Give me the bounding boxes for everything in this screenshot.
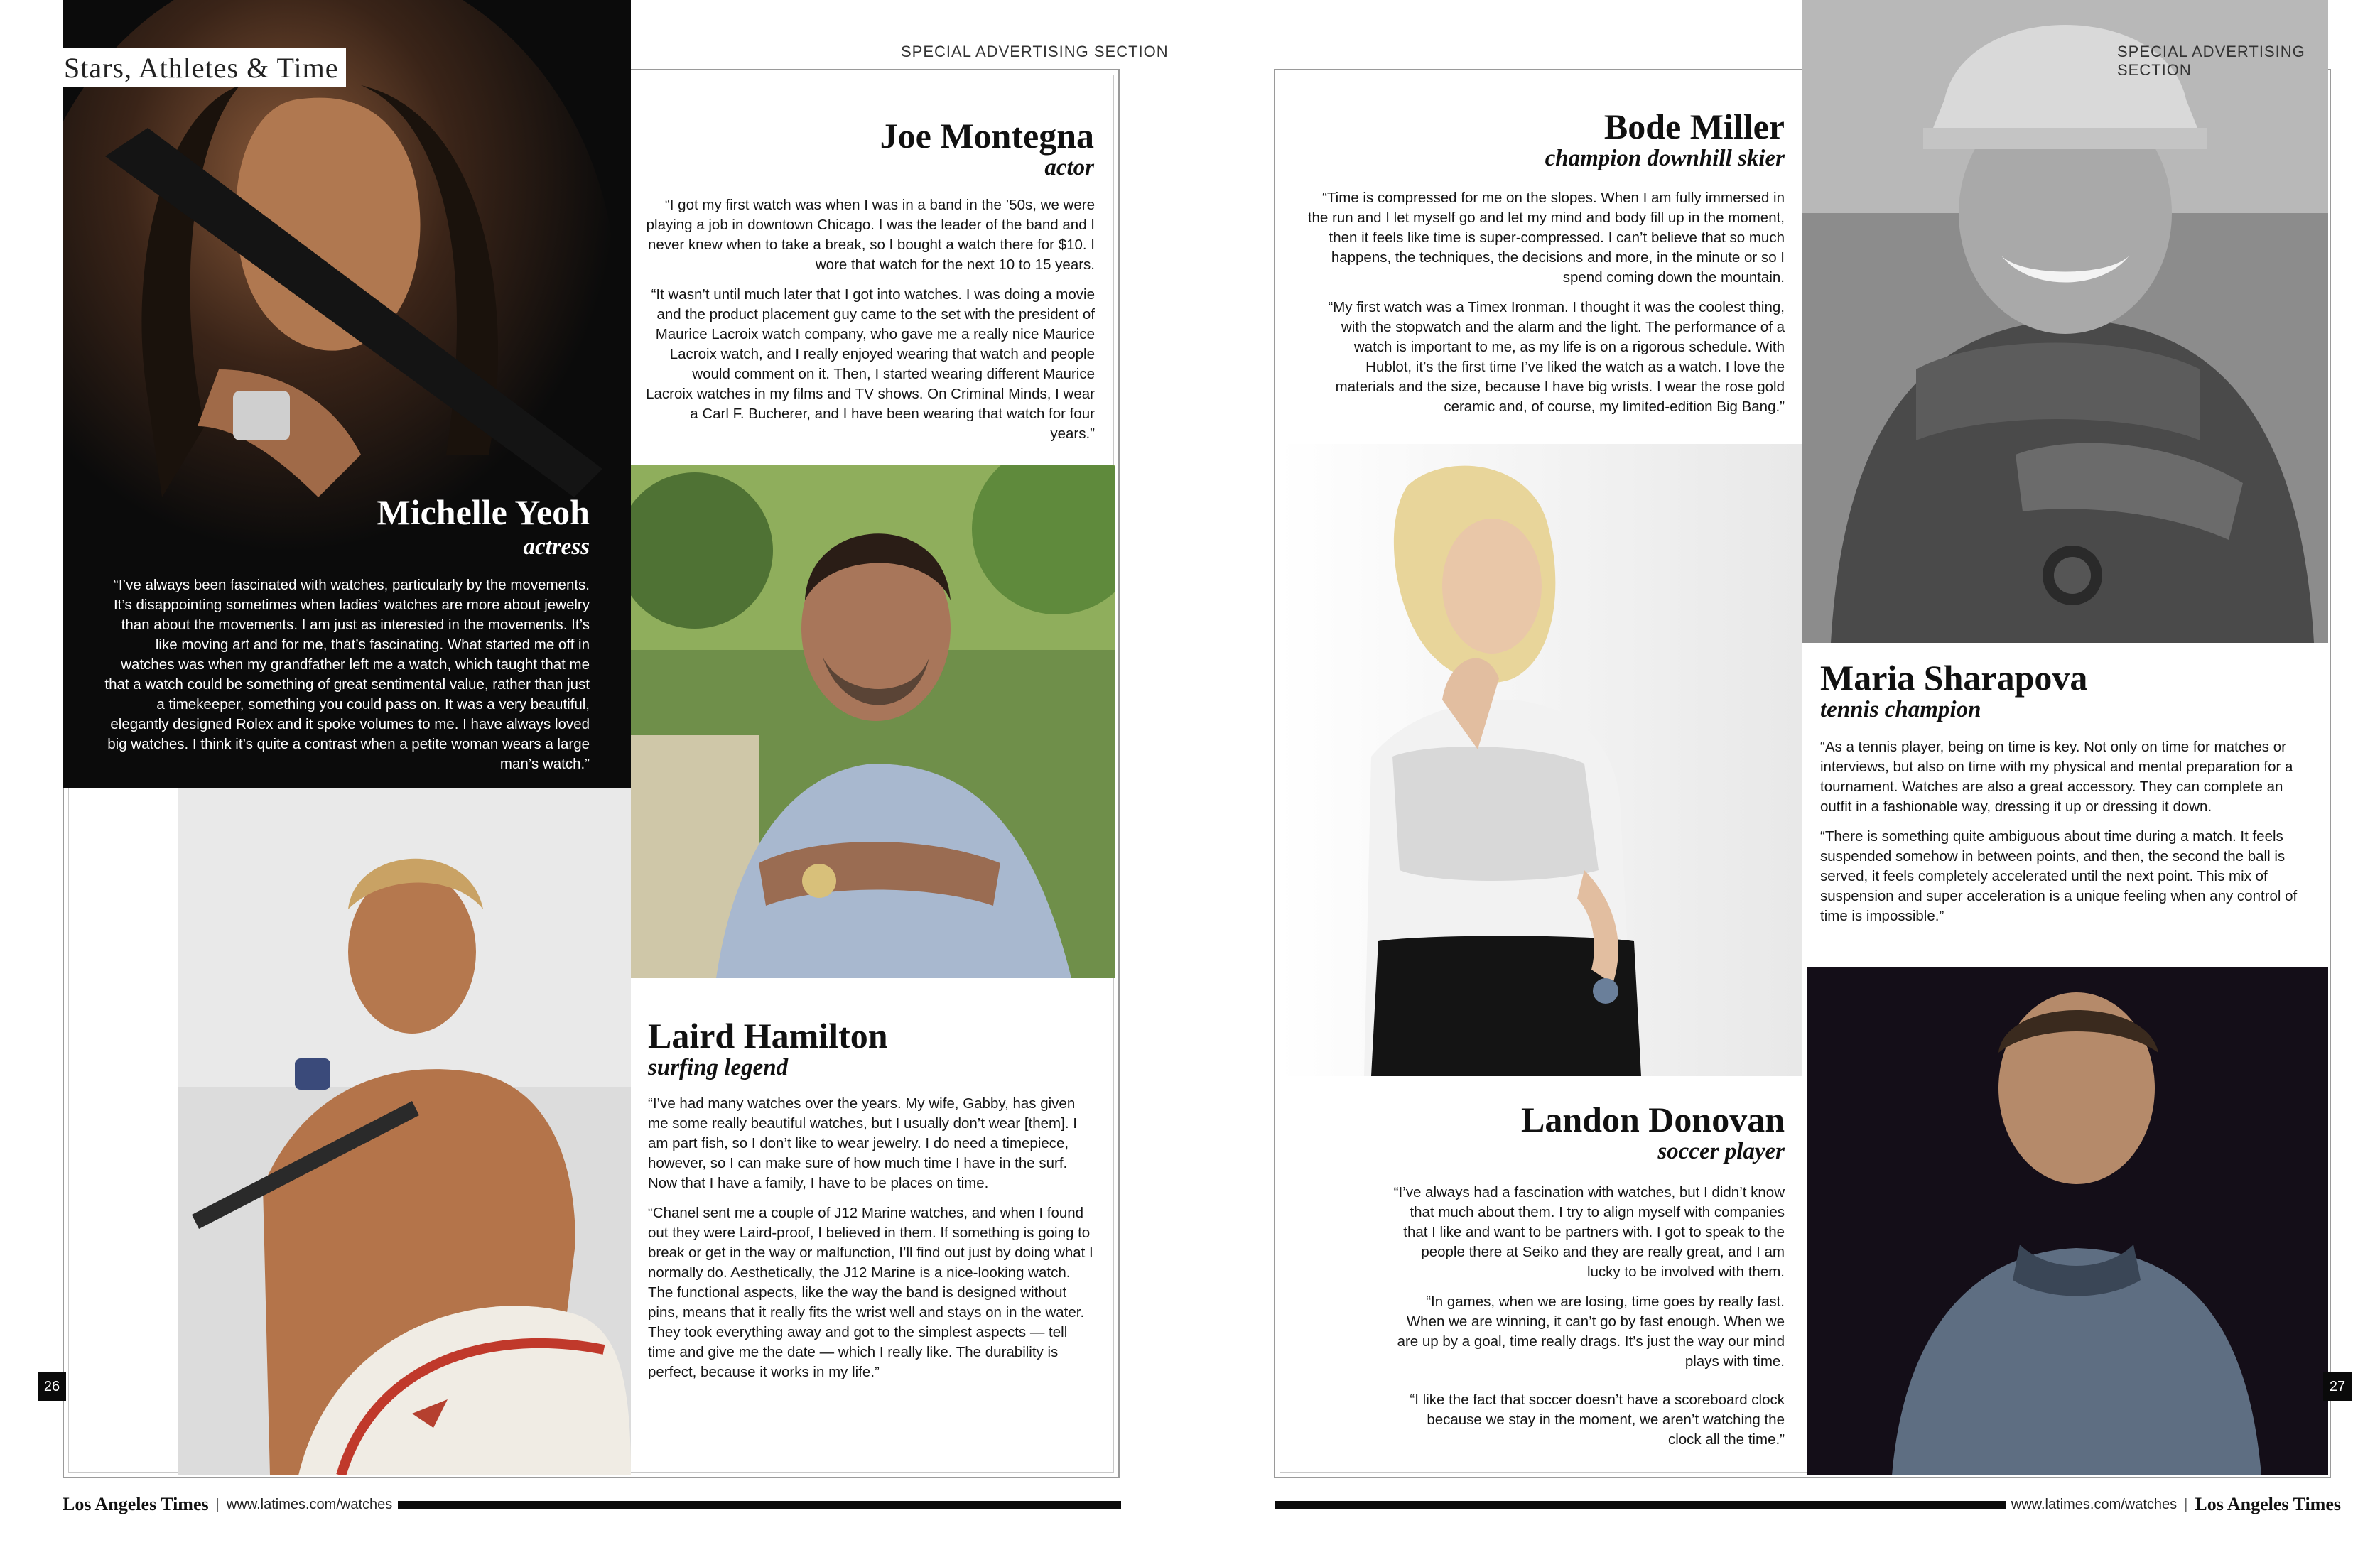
landon-donovan-role: soccer player: [1657, 1138, 1785, 1164]
bode-miller-quote-p1: “Time is compressed for me on the slopes. When I am fully immersed in the run and I let myself go and let my mind and body fill up in the moment, then it feels like time is super-compressed. I can’t believe that so much happens, the techniques, the decisions and more, in the minute or so I spend coming down the mountain.: [1307, 190, 1785, 286]
laird-hamilton-name-block: [648, 1017, 1103, 1081]
maria-sharapova-quote-p2: “There is something quite ambiguous about time during a match. It feels suspended somehow in between points, and then, the second the ball is served, it feels completely accelerated until the next point. This mix of suspension and super acceleration is a unique feeling when any control of time is impossible.”: [1820, 828, 2298, 924]
maria-sharapova-role: tennis champion: [1820, 696, 1981, 722]
footer-url-right[interactable]: www.latimes.com/watches: [2011, 1496, 2178, 1512]
michelle-yeoh-name: Michelle Yeoh: [377, 492, 590, 532]
page-number-left: 26: [38, 1372, 66, 1401]
joe-montegna-name-block: [661, 117, 1094, 181]
footer-bar-right: [1275, 1501, 2006, 1509]
michelle-yeoh-role: actress: [523, 533, 590, 560]
laird-hamilton-quote-p2: “Chanel sent me a couple of J12 Marine watches, and when I found out they were Laird-proof, I believed in them. If something is going to break or get in the way or malfunction, I’ll find out just by doing what I normally do. Aesthetically, the J12 Marine is a nice-looking watch. The functional aspects, like the way the band is designed without pins, means that it really fits the wrist well and stays on in the water. They took everything away and got to the simplest aspects — tell time and give me the date — which I really like. The durability is perfect, because it works in my life.”: [648, 1205, 1093, 1380]
footer-right: [1275, 1490, 2341, 1519]
bode-miller-name-block: [1300, 108, 1785, 172]
michelle-yeoh-name-block: [85, 494, 590, 560]
landon-donovan-quote-p3: “I like the fact that soccer doesn’t have a scoreboard clock because we stay in the moment, we aren’t watching the clock all the time.”: [1410, 1392, 1785, 1448]
maria-sharapova-name-block: [1820, 659, 2317, 723]
laird-hamilton-photo: [178, 788, 631, 1475]
landon-donovan-name: Landon Donovan: [1521, 1100, 1785, 1139]
bode-miller-name: Bode Miller: [1603, 107, 1785, 146]
maria-sharapova-quote-p1: “As a tennis player, being on time is key. Not only on time for matches or interviews, but also on time with my physical and mental preparation for a tournament. Watches are also a great accessory. They can complete an outfit in a fashionable way, dressing it up or dressing it down.: [1820, 739, 2293, 815]
advert-label-left: SPECIAL ADVERTISING SECTION: [901, 43, 1169, 60]
laird-hamilton-role: surfing legend: [648, 1054, 789, 1080]
laird-hamilton-quote-p1: “I’ve had many watches over the years. My wife, Gabby, has given me some really beautiful watches, but I usually don’t wear [them]. I am part fish, so I don’t like to wear jewelry. I do need a timepiece, however, so I can make sure of how much time I have in the surf. Now that I have a family, I have to be places on time.: [648, 1095, 1077, 1191]
joe-montegna-photo: [631, 465, 1115, 978]
landon-donovan-quote-p2: “In games, when we are losing, time goes by really fast. When we are winning, it can’t go by fast enough. When we are up by a goal, time really drags. It’s just the way our mind plays with time.: [1397, 1294, 1785, 1370]
page-number-right: 27: [2323, 1372, 2352, 1401]
laird-hamilton-quote: [648, 1094, 1096, 1392]
footer-left: [63, 1490, 1121, 1519]
maria-sharapova-name: Maria Sharapova: [1820, 658, 2088, 698]
joe-montegna-quote: [643, 195, 1095, 454]
bode-miller-quote-p2: “My first watch was a Timex Ironman. I thought it was the coolest thing, with the stopwatch and the alarm and the light. The performance of a watch is important to me, as my life is on a rigorous schedule. With Hublot, it’s the first time I’ve liked the watch as a watch. I love the materials and the size, because I have big wrists. I wear the rose gold ceramic and, of course, my limited-edition Big Bang.”: [1328, 299, 1785, 415]
section-tag-text: Stars, Athletes & Time: [64, 52, 339, 84]
footer-bar-left: [398, 1501, 1121, 1509]
laird-hamilton-name: Laird Hamilton: [648, 1016, 888, 1056]
bode-miller-role: champion downhill skier: [1545, 145, 1785, 171]
advert-label-right: SPECIAL ADVERTISING SECTION: [2117, 43, 2305, 79]
lat-logo-right: Los Angeles Times: [2195, 1494, 2341, 1514]
joe-montegna-quote-p1: “I got my first watch was when I was in a band in the ’50s, we were playing a job in downtown Chicago. I was the leader of the band and I never knew when to take a break, so I bought a watch there for $10. I wore that watch for the next 10 to 15 years.: [646, 197, 1095, 273]
landon-donovan-quote-p1: “I’ve always had a fascination with watches, but I didn’t know that much about them. I try to align myself with companies that I like and want to be partners with. I got to speak to the people there at Seiko and they are really great, and I am lucky to be involved with them.: [1393, 1184, 1785, 1280]
footer-separator-left: |: [215, 1496, 220, 1512]
landon-donovan-quote: [1392, 1183, 1785, 1460]
footer-url-left[interactable]: www.latimes.com/watches: [226, 1496, 393, 1512]
bode-miller-quote: [1307, 188, 1785, 427]
section-tag: [57, 48, 346, 87]
joe-montegna-quote-p2: “It wasn’t until much later that I got into watches. I was doing a movie and the product placement guy came to the set with the president of Maurice Lacroix watch company, who gave me a really nice Maurice Lacroix watch, and I really enjoyed wearing that watch and people would comment on it. Then, I started wearing different Maurice Lacroix watches in my films and TV shows. On Criminal Minds, I wear a Carl F. Bucherer, and I have been wearing that watch for four years.”: [646, 286, 1095, 442]
bode-miller-photo: [1802, 0, 2328, 643]
landon-donovan-name-block: [1300, 1101, 1785, 1165]
joe-montegna-role: actor: [1044, 154, 1094, 180]
footer-separator-right: |: [2184, 1496, 2188, 1512]
landon-donovan-photo: [1807, 967, 2328, 1475]
joe-montegna-name: Joe Montegna: [880, 116, 1094, 156]
lat-logo-left: Los Angeles Times: [63, 1494, 209, 1514]
michelle-yeoh-quote-p1: “I’ve always been fascinated with watches, particularly by the movements. It’s disappointing sometimes when ladies’ watches are more about jewelry than about the movements. I am just as interested in the movements. It’s like moving art and for me, that’s fascinating. What started me off in watches was when my grandfather left me a watch, which taught that me that a watch could be something of great sentimental value, rather than just a timekeeper, something you could pass on. It was a very beautiful, elegantly designed Rolex and it spoke volumes to me. I have always loved big watches. I think it’s quite a contrast when a petite woman wears a large man’s watch.”: [104, 577, 590, 772]
maria-sharapova-quote: [1820, 737, 2310, 936]
michelle-yeoh-quote: [99, 575, 590, 784]
maria-sharapova-photo: [1279, 444, 1802, 1076]
